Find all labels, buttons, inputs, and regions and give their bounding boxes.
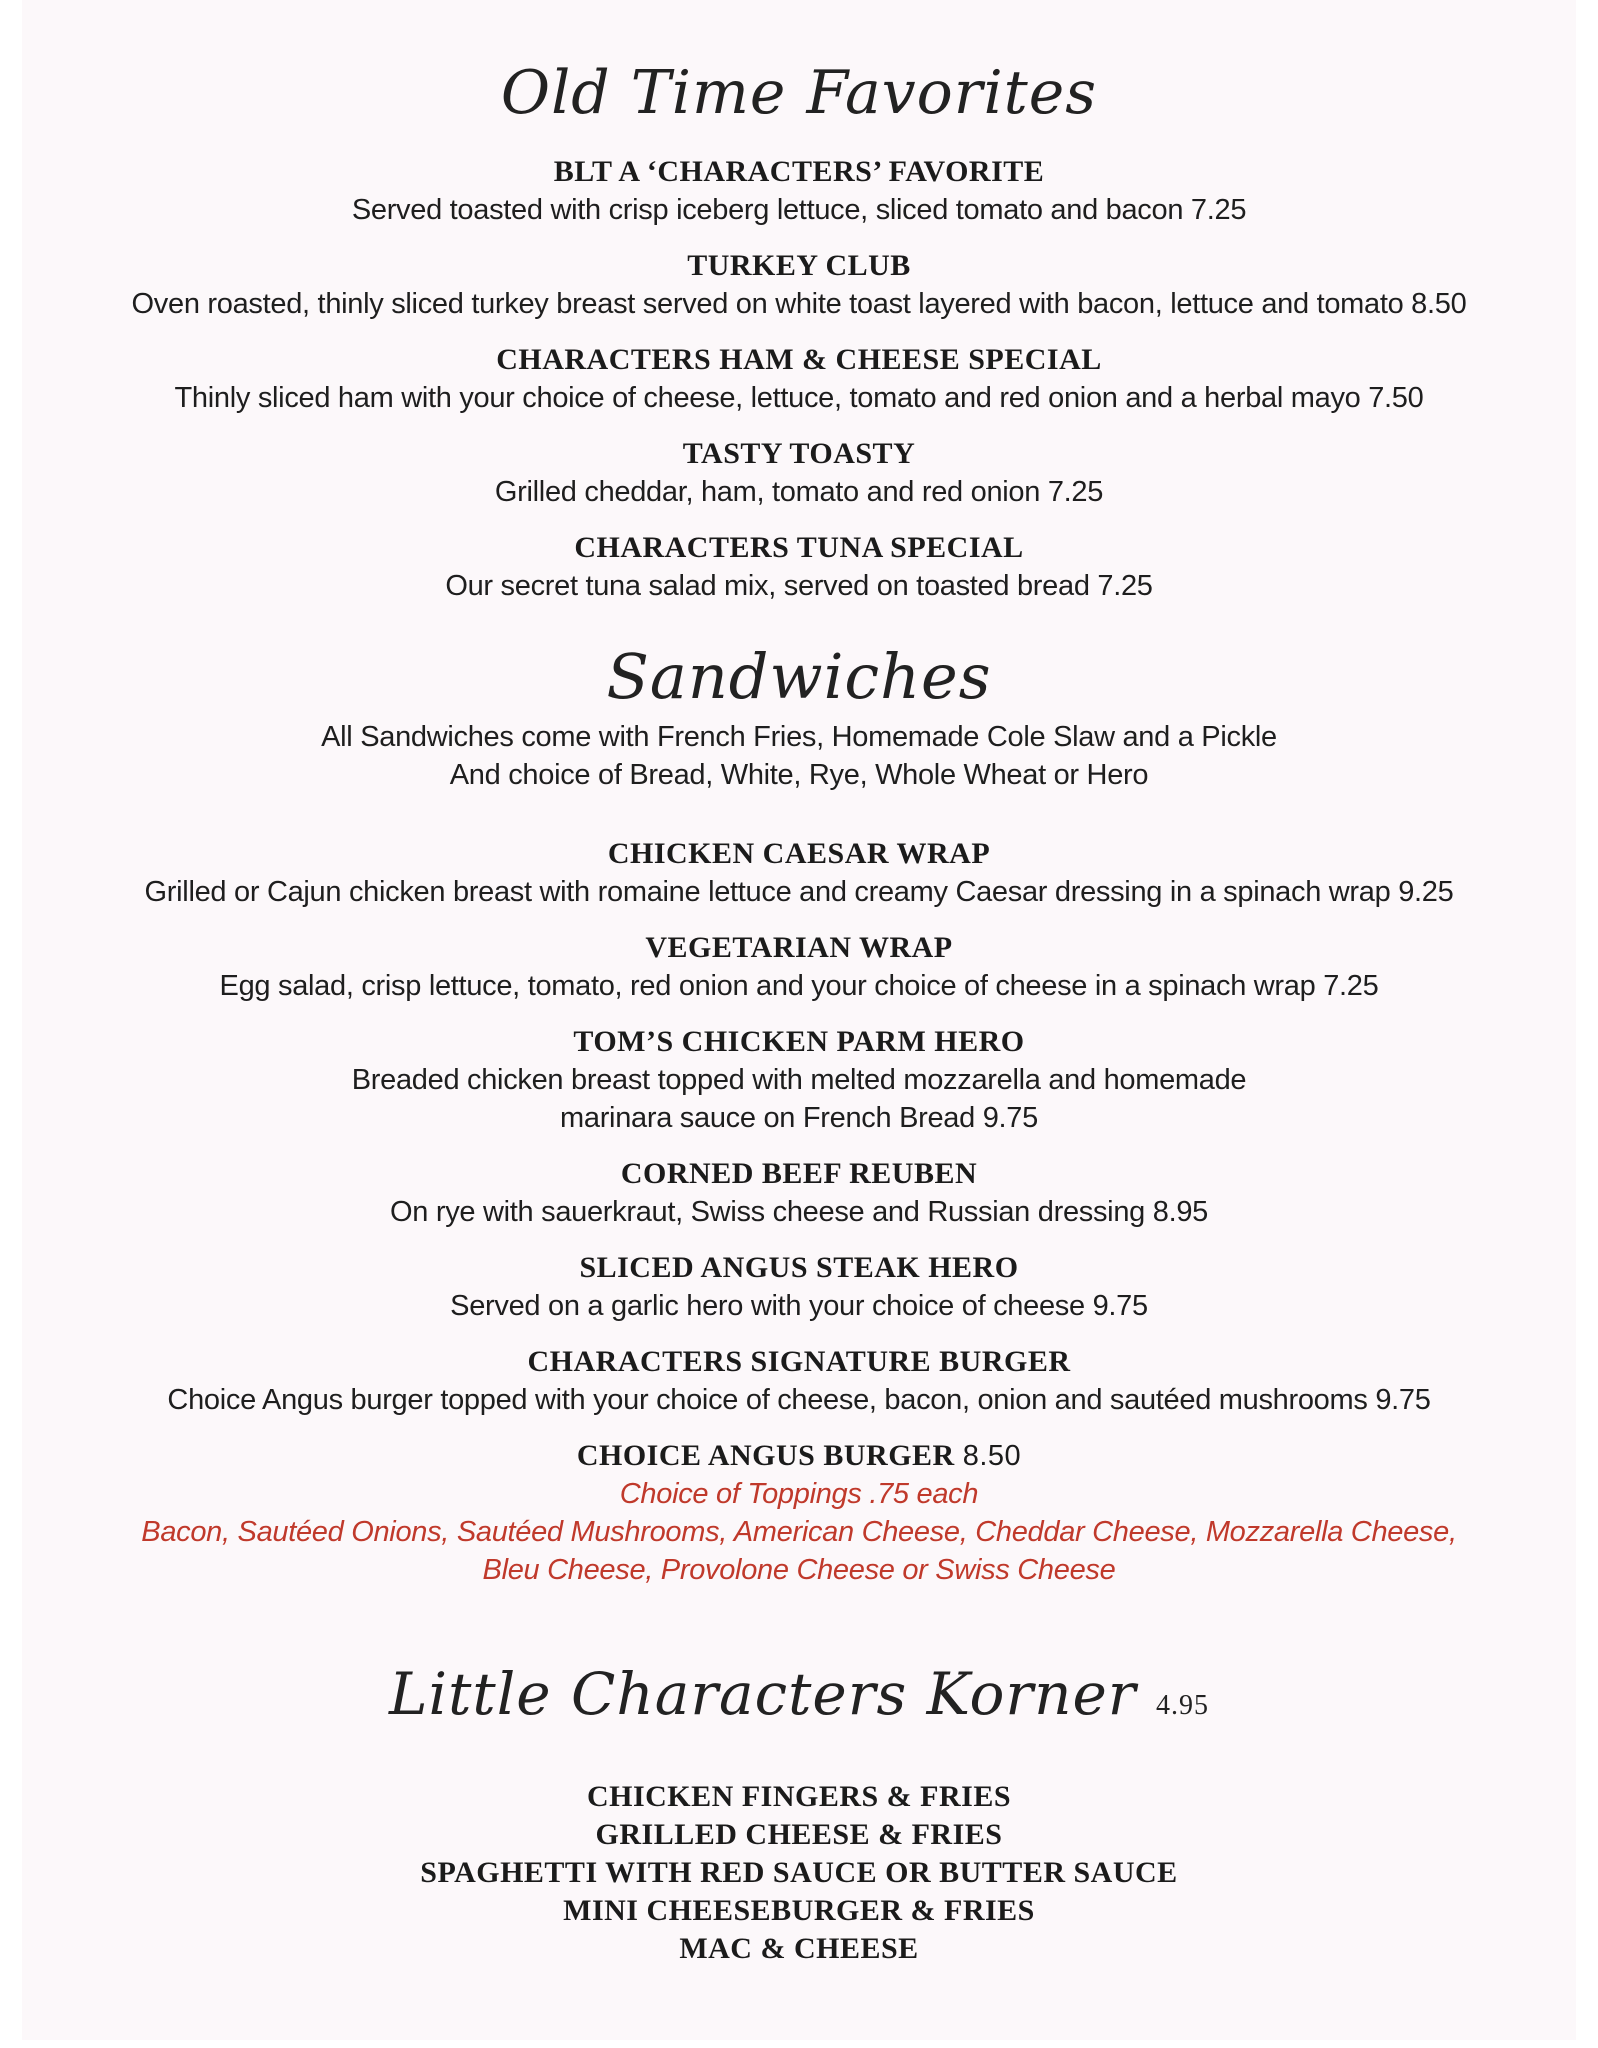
menu-item <box>22 1343 1576 1419</box>
item-description: Served toasted with crisp iceberg lettuce, sliced tomato and bacon 7.25 <box>351 194 1247 226</box>
item-description: Choice Angus burger topped with your choice of cheese, bacon, onion and sautéed mushrooms 9.75 <box>167 1384 1431 1416</box>
sandwiches-intro <box>22 718 1576 794</box>
item-name: CHOICE ANGUS BURGER <box>576 1439 955 1472</box>
menu-page <box>22 0 1576 2040</box>
menu-item <box>22 435 1576 511</box>
item-description: Grilled or Cajun chicken breast with romaine lettuce and creamy Caesar dressing in a spinach wrap 9.25 <box>144 876 1454 908</box>
item-name: CHARACTERS SIGNATURE BURGER <box>527 1345 1071 1378</box>
menu-item <box>22 1249 1576 1325</box>
kids-item: MAC & CHEESE <box>679 1932 919 1965</box>
toppings-title: Choice of Toppings .75 each <box>619 1478 979 1510</box>
item-name-line <box>22 1437 1576 1475</box>
kids-item: SPAGHETTI WITH RED SAUCE OR BUTTER SAUCE <box>420 1856 1178 1889</box>
item-description: On rye with sauerkraut, Swiss cheese and Russian dressing 8.95 <box>390 1196 1208 1228</box>
item-name: CORNED BEEF REUBEN <box>620 1157 978 1190</box>
item-description: Oven roasted, thinly sliced turkey breast served on white toast layered with bacon, lettuce and tomato 8.50 <box>131 288 1467 320</box>
item-description: Thinly sliced ham with your choice of cheese, lettuce, tomato and red onion and a herbal mayo 7.50 <box>174 382 1424 414</box>
item-name: TOM’S CHICKEN PARM HERO <box>573 1025 1025 1058</box>
item-description: Grilled cheddar, ham, tomato and red onion 7.25 <box>494 476 1104 508</box>
kids-item: GRILLED CHEESE & FRIES <box>595 1818 1003 1851</box>
item-description: Egg salad, crisp lettuce, tomato, red onion and your choice of cheese in a spinach wrap 7.25 <box>219 970 1379 1002</box>
section-title-sandwiches: Sandwiches <box>606 640 992 713</box>
item-description-cont: marinara sauce on French Bread 9.75 <box>560 1102 1038 1134</box>
item-price: 8.50 <box>962 1440 1022 1472</box>
kids-item: MINI CHEESEBURGER & FRIES <box>563 1894 1035 1927</box>
item-name: TURKEY CLUB <box>687 249 911 282</box>
item-description: Our secret tuna salad mix, served on toasted bread 7.25 <box>445 570 1153 602</box>
section-title-old-time: Old Time Favorites <box>500 58 1098 128</box>
item-name: BLT A ‘CHARACTERS’ FAVORITE <box>553 155 1045 188</box>
item-description: Breaded chicken breast topped with melted mozzarella and homemade <box>351 1064 1247 1096</box>
toppings-list-cont: Bleu Cheese, Provolone Cheese or Swiss Cheese <box>482 1554 1116 1586</box>
menu-item <box>22 529 1576 605</box>
menu-item <box>22 341 1576 417</box>
item-description: Served on a garlic hero with your choice of cheese 9.75 <box>450 1290 1148 1322</box>
kids-price: 4.95 <box>1155 1690 1209 1721</box>
menu-item <box>22 929 1576 1005</box>
kids-item: CHICKEN FINGERS & FRIES <box>586 1780 1012 1813</box>
item-name: CHICKEN CAESAR WRAP <box>607 837 991 870</box>
item-name: VEGETARIAN WRAP <box>645 931 953 964</box>
intro-line: And choice of Bread, White, Rye, Whole Wheat or Hero <box>449 759 1149 791</box>
section-title-kids <box>22 1660 1576 1728</box>
toppings-list: Bacon, Sautéed Onions, Sautéed Mushrooms, American Cheese, Cheddar Cheese, Mozzarella Cheese, <box>141 1516 1457 1548</box>
menu-item <box>22 247 1576 323</box>
menu-item <box>22 1023 1576 1137</box>
kids-title: Little Characters Korner <box>389 1660 1137 1728</box>
menu-item <box>22 153 1576 229</box>
menu-item <box>22 1155 1576 1231</box>
menu-item-burger <box>22 1437 1576 1589</box>
intro-line: All Sandwiches come with French Fries, Homemade Cole Slaw and a Pickle <box>321 721 1277 753</box>
kids-list <box>22 1778 1576 1968</box>
item-name: CHARACTERS HAM & CHEESE SPECIAL <box>496 343 1102 376</box>
menu-item <box>22 835 1576 911</box>
item-name: TASTY TOASTY <box>682 437 916 470</box>
item-name: CHARACTERS TUNA SPECIAL <box>574 531 1024 564</box>
item-name: SLICED ANGUS STEAK HERO <box>579 1251 1019 1284</box>
